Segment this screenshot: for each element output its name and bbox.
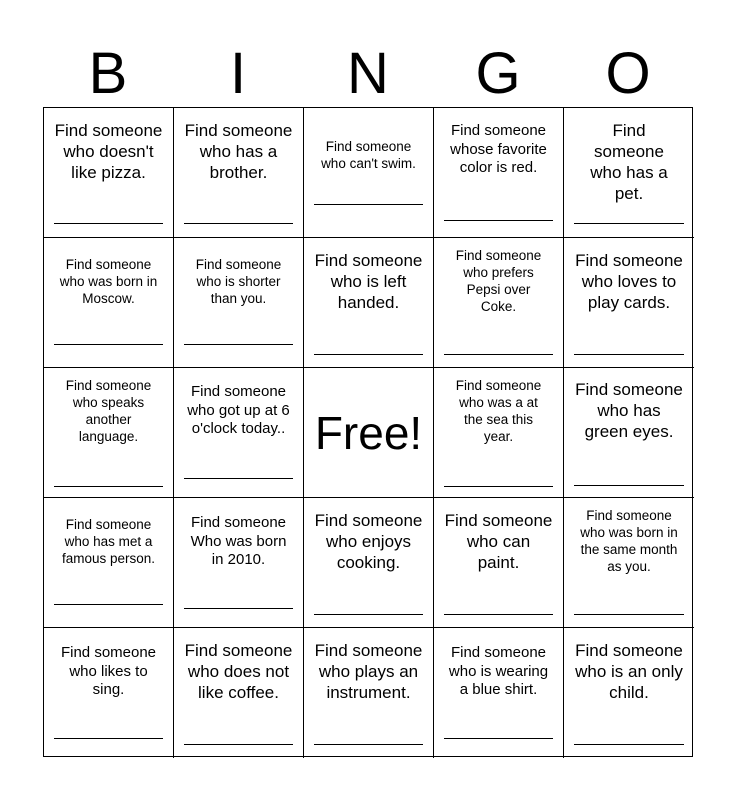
signature-line xyxy=(444,486,553,487)
bingo-cell xyxy=(564,368,694,498)
signature-line xyxy=(54,486,163,487)
signature-line xyxy=(314,204,423,205)
cell-prompt: Find someone who likes to sing. xyxy=(60,644,157,698)
signature-line xyxy=(184,223,293,224)
cell-prompt: Find someone whose favorite color is red. xyxy=(450,122,547,176)
signature-line xyxy=(444,614,553,615)
bingo-cell xyxy=(434,108,564,238)
cell-prompt: Find someone who was born in the same month as you. xyxy=(580,508,678,574)
signature-line xyxy=(184,478,293,479)
bingo-cell xyxy=(434,368,564,498)
signature-line xyxy=(54,344,163,345)
cell-prompt: Find someone who can't swim. xyxy=(321,139,416,171)
bingo-header xyxy=(43,40,693,108)
signature-line xyxy=(184,608,293,609)
free-space-cell xyxy=(304,368,434,498)
signature-line xyxy=(574,744,684,745)
bingo-cell xyxy=(564,628,694,758)
signature-line xyxy=(184,744,293,745)
bingo-cell xyxy=(44,108,174,238)
cell-prompt: Find someone who plays an instrument. xyxy=(314,641,423,702)
bingo-cell xyxy=(564,238,694,368)
signature-line xyxy=(574,485,684,486)
cell-prompt: Find someone who speaks another language. xyxy=(65,378,152,444)
cell-prompt: Find someone who enjoys cooking. xyxy=(314,511,423,572)
bingo-cell xyxy=(44,238,174,368)
signature-line xyxy=(314,354,423,355)
bingo-cell xyxy=(304,628,434,758)
signature-line xyxy=(54,223,163,224)
free-space: Free! xyxy=(314,406,423,459)
signature-line xyxy=(444,738,553,739)
header-letter-b: B xyxy=(88,41,128,106)
signature-line xyxy=(574,223,684,224)
header-letter-n: N xyxy=(347,41,389,106)
cell-prompt: Find someone who does not like coffee. xyxy=(184,641,293,702)
cell-prompt: Find someone who prefers Pepsi over Coke. xyxy=(455,248,542,314)
cell-prompt: Find someone who was a at the sea this year. xyxy=(455,378,542,444)
bingo-cell xyxy=(174,368,304,498)
bingo-cell xyxy=(304,108,434,238)
bingo-cell xyxy=(174,628,304,758)
bingo-cell xyxy=(174,498,304,628)
bingo-cell xyxy=(304,498,434,628)
bingo-cell xyxy=(434,628,564,758)
bingo-card-grid xyxy=(43,107,693,757)
cell-prompt: Find someone who doesn't like pizza. xyxy=(54,121,163,182)
cell-prompt: Find someone who has a brother. xyxy=(184,121,293,182)
bingo-cell xyxy=(434,498,564,628)
header-letter-g: G xyxy=(475,41,521,106)
cell-prompt: Find someone who loves to play cards. xyxy=(575,251,683,312)
bingo-cell xyxy=(304,238,434,368)
header-letter-i: I xyxy=(229,41,247,106)
cell-prompt: Find someone who has met a famous person. xyxy=(61,517,156,566)
signature-line xyxy=(314,744,423,745)
cell-prompt: Find someone who is an only child. xyxy=(575,641,683,702)
header-letter-o: O xyxy=(605,41,651,106)
cell-prompt: Find someone who can paint. xyxy=(444,511,553,572)
cell-prompt: Find someone who has green eyes. xyxy=(575,380,683,441)
cell-prompt: Find someone who was born in Moscow. xyxy=(59,257,158,306)
bingo-cell xyxy=(564,108,694,238)
signature-line xyxy=(54,738,163,739)
cell-prompt: Find someone who got up at 6 o'clock today.. xyxy=(187,383,290,437)
signature-line xyxy=(184,344,293,345)
bingo-cell xyxy=(174,108,304,238)
signature-line xyxy=(54,604,163,605)
signature-line xyxy=(574,354,684,355)
bingo-cell xyxy=(564,498,694,628)
signature-line xyxy=(314,614,423,615)
cell-prompt: Find someone who has a pet. xyxy=(590,121,668,203)
signature-line xyxy=(574,614,684,615)
bingo-cell xyxy=(44,628,174,758)
cell-prompt: Find someone who is shorter than you. xyxy=(195,257,282,306)
bingo-cell xyxy=(434,238,564,368)
signature-line xyxy=(444,354,553,355)
bingo-cell xyxy=(174,238,304,368)
cell-prompt: Find someone Who was born in 2010. xyxy=(190,514,287,568)
cell-prompt: Find someone who is left handed. xyxy=(314,251,423,312)
bingo-cell xyxy=(44,498,174,628)
cell-prompt: Find someone who is wearing a blue shirt. xyxy=(448,644,549,698)
bingo-cell xyxy=(44,368,174,498)
signature-line xyxy=(444,220,553,221)
